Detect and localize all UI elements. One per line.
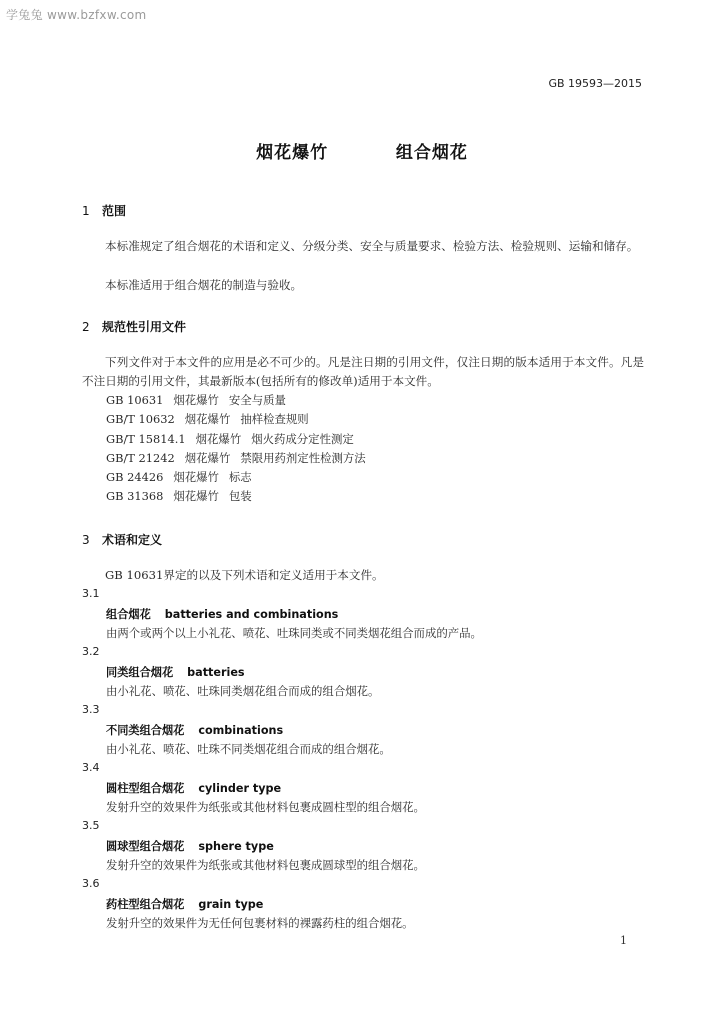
reference-category: 烟花爆竹	[173, 393, 219, 407]
reference-item	[106, 449, 366, 468]
reference-title: 安全与质量	[228, 393, 286, 407]
term-english: cylinder type	[198, 782, 282, 795]
normative-references-intro: 下列文件对于本文件的应用是必不可少的。凡是注日期的引用文件，仅注日期的版本适用于本文件。凡是不注日期的引用文件，其最新版本(包括所有的修改单)适用于本文件。	[82, 355, 644, 388]
term-english: grain type	[198, 898, 264, 911]
term-definition: 发射升空的效果件为纸张或其他材料包裹成圆柱型的组合烟花。	[106, 800, 425, 814]
term-heading	[106, 722, 283, 738]
term-english: batteries	[187, 666, 245, 679]
section-title: 规范性引用文件	[102, 320, 187, 334]
reference-code: GB/T 15814.1	[106, 431, 186, 446]
page-number: 1	[620, 934, 627, 947]
term-number: 3.1	[82, 587, 100, 600]
reference-code: GB/T 21242	[106, 450, 175, 465]
term-definition: 由小礼花、喷花、吐珠不同类烟花组合而成的组合烟花。	[106, 742, 391, 756]
term-number: 3.2	[82, 645, 100, 658]
term-chinese: 组合烟花	[106, 608, 151, 621]
reference-item	[106, 391, 366, 410]
term-number: 3.3	[82, 703, 100, 716]
term-definition: 发射升空的效果件为纸张或其他材料包裹成圆球型的组合烟花。	[106, 858, 425, 872]
section-2-heading	[82, 318, 186, 335]
reference-category: 烟花爆竹	[173, 470, 219, 485]
term-chinese: 圆柱型组合烟花	[106, 782, 185, 795]
section-number: 3	[82, 533, 90, 547]
reference-category: 烟花爆竹	[173, 489, 219, 504]
section-title: 术语和定义	[102, 533, 163, 547]
reference-item	[106, 468, 366, 487]
term-heading	[106, 896, 263, 912]
term-english: batteries and combinations	[164, 608, 339, 621]
term-number: 3.4	[82, 761, 100, 774]
reference-code: GB 31368	[106, 489, 164, 504]
reference-code: GB 10631	[106, 393, 164, 407]
term-heading	[106, 780, 281, 796]
reference-title: 包装	[228, 489, 252, 504]
reference-item	[106, 430, 366, 449]
watermark: 学兔兔 www.bzfxw.com	[6, 8, 147, 22]
term-heading	[106, 838, 274, 854]
reference-category: 烟花爆竹	[184, 412, 231, 427]
term-number: 3.5	[82, 819, 100, 832]
section-1-heading	[82, 202, 126, 219]
reference-category: 烟花爆竹	[184, 450, 231, 465]
reference-code: GB/T 10632	[106, 412, 175, 427]
section-number: 1	[82, 204, 90, 218]
term-chinese: 不同类组合烟花	[106, 724, 185, 737]
scope-paragraph-1: 本标准规定了组合烟花的术语和定义、分级分类、安全与质量要求、检验方法、检验规则、运输和储存。	[105, 239, 639, 253]
title-part-1: 烟花爆竹	[256, 143, 329, 163]
reference-code: GB 24426	[106, 470, 164, 485]
standard-code: GB 19593—2015	[548, 77, 642, 90]
document-title	[0, 138, 724, 163]
reference-item	[106, 410, 366, 429]
term-number: 3.6	[82, 877, 100, 890]
term-definition: 由两个或两个以上小礼花、喷花、吐珠同类或不同类烟花组合而成的产品。	[106, 626, 482, 640]
title-part-2: 组合烟花	[395, 143, 468, 163]
reference-title: 禁限用药剂定性检测方法	[240, 450, 366, 465]
term-definition: 由小礼花、喷花、吐珠同类烟花组合而成的组合烟花。	[106, 684, 380, 698]
reference-title: 烟火药成分定性测定	[251, 431, 354, 446]
term-english: combinations	[198, 724, 284, 737]
reference-title: 抽样检查规则	[240, 412, 309, 427]
reference-category: 烟花爆竹	[195, 431, 242, 446]
section-number: 2	[82, 320, 90, 334]
section-3-heading	[82, 531, 162, 548]
terms-intro: GB 10631界定的以及下列术语和定义适用于本文件。	[105, 568, 384, 582]
reference-list	[106, 391, 366, 507]
term-definition: 发射升空的效果件为无任何包裹材料的裸露药柱的组合烟花。	[106, 916, 414, 930]
term-chinese: 同类组合烟花	[106, 666, 174, 679]
reference-title: 标志	[228, 470, 252, 485]
term-chinese: 药柱型组合烟花	[106, 898, 185, 911]
term-chinese: 圆球型组合烟花	[106, 840, 185, 853]
term-english: sphere type	[198, 840, 274, 853]
reference-item	[106, 487, 366, 506]
section-title: 范围	[102, 204, 127, 218]
scope-paragraph-2: 本标准适用于组合烟花的制造与验收。	[105, 278, 303, 292]
term-heading	[106, 664, 245, 680]
term-heading	[106, 606, 338, 622]
